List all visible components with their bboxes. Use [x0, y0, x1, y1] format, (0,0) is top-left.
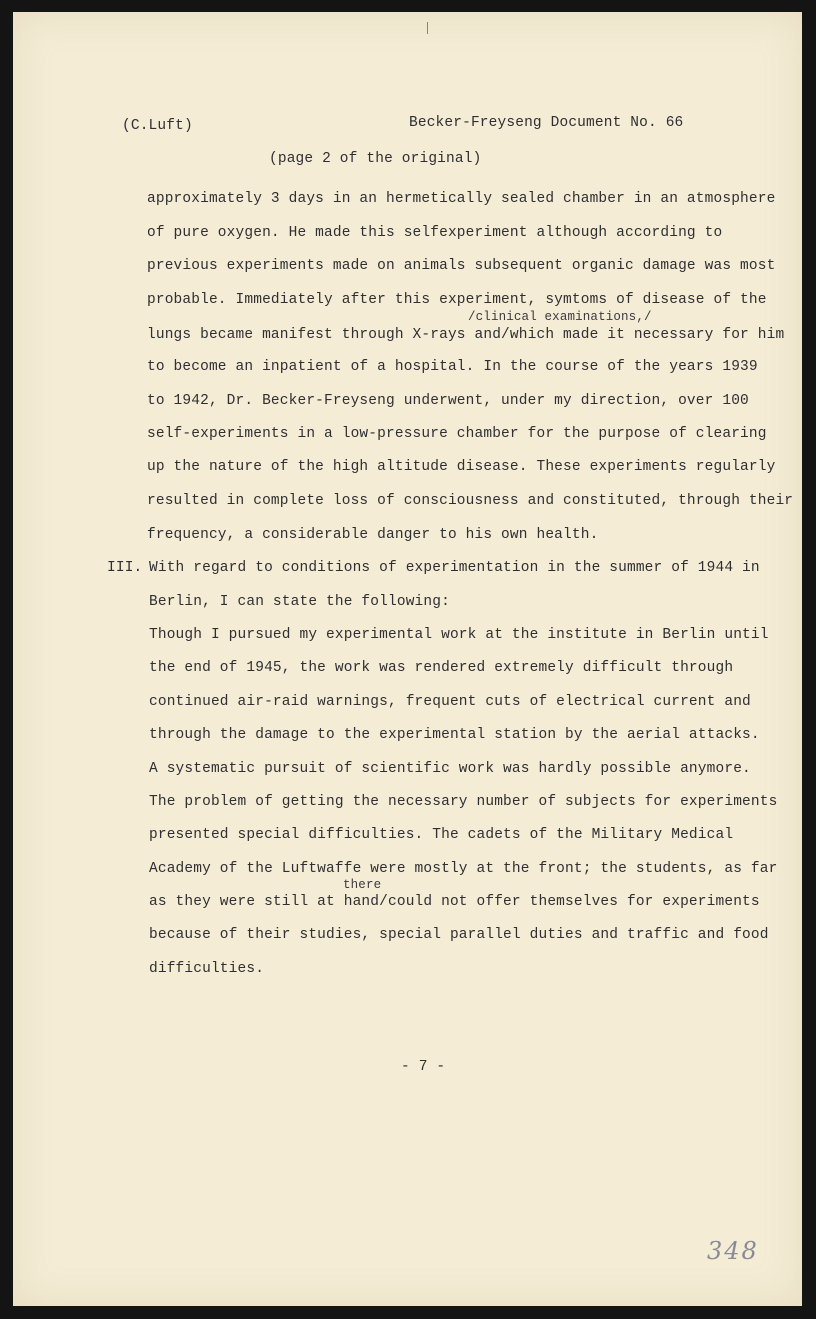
- body-line-8: self-experiments in a low-pressure chamber for the purpose of clearing: [147, 426, 767, 442]
- section-line-11: as they were still at hand/could not offer themselves for experiments: [149, 894, 760, 910]
- body-line-7: to 1942, Dr. Becker-Freyseng underwent, under my direction, over 100: [147, 393, 749, 409]
- insertion-clinical-examinations: /clinical examinations,/: [468, 310, 652, 324]
- section-line-3: Though I pursued my experimental work at the institute in Berlin until: [149, 627, 769, 643]
- body-line-9: up the nature of the high altitude disease. These experiments regularly: [147, 459, 776, 475]
- body-line-6: to become an inpatient of a hospital. In the course of the years 1939: [147, 359, 758, 375]
- section-line-9: presented special difficulties. The cadets of the Military Medical: [149, 827, 734, 843]
- body-line-4: probable. Immediately after this experiment, symtoms of disease of the: [147, 292, 767, 308]
- section-number: III.: [107, 560, 143, 576]
- section-line-13: difficulties.: [149, 961, 265, 977]
- section-line-10: Academy of the Luftwaffe were mostly at the front; the students, as far: [149, 861, 778, 877]
- body-line-2: of pure oxygen. He made this selfexperiment although according to: [147, 225, 723, 241]
- section-line-7: A systematic pursuit of scientific work was hardly possible anymore.: [149, 761, 751, 777]
- header-document-title: Becker-Freyseng Document No. 66: [409, 115, 684, 131]
- section-line-1: With regard to conditions of experimentation in the summer of 1944 in: [149, 560, 760, 576]
- page-number: - 7 -: [401, 1059, 446, 1075]
- section-line-6: through the damage to the experimental station by the aerial attacks.: [149, 727, 760, 743]
- body-line-5: lungs became manifest through X-rays and/which made it necessary for him: [147, 327, 785, 343]
- insertion-there: there: [343, 878, 382, 892]
- section-line-5: continued air-raid warnings, frequent cuts of electrical current and: [149, 694, 751, 710]
- body-line-11: frequency, a considerable danger to his own health.: [147, 527, 599, 543]
- section-line-2: Berlin, I can state the following:: [149, 594, 450, 610]
- body-line-10: resulted in complete loss of consciousness and constituted, through their: [147, 493, 794, 509]
- page-subtitle: (page 2 of the original): [269, 151, 482, 167]
- body-line-3: previous experiments made on animals subsequent organic damage was most: [147, 258, 776, 274]
- section-line-12: because of their studies, special parallel duties and traffic and food: [149, 927, 769, 943]
- section-line-8: The problem of getting the necessary number of subjects for experiments: [149, 794, 778, 810]
- document-page: [13, 12, 802, 1306]
- handwritten-page-number: 348: [707, 1237, 759, 1265]
- section-line-4: the end of 1945, the work was rendered extremely difficult through: [149, 660, 734, 676]
- header-left: (C.Luft): [122, 118, 193, 134]
- body-line-1: approximately 3 days in an hermetically sealed chamber in an atmosphere: [147, 191, 776, 207]
- page-edge-mark: [427, 22, 428, 34]
